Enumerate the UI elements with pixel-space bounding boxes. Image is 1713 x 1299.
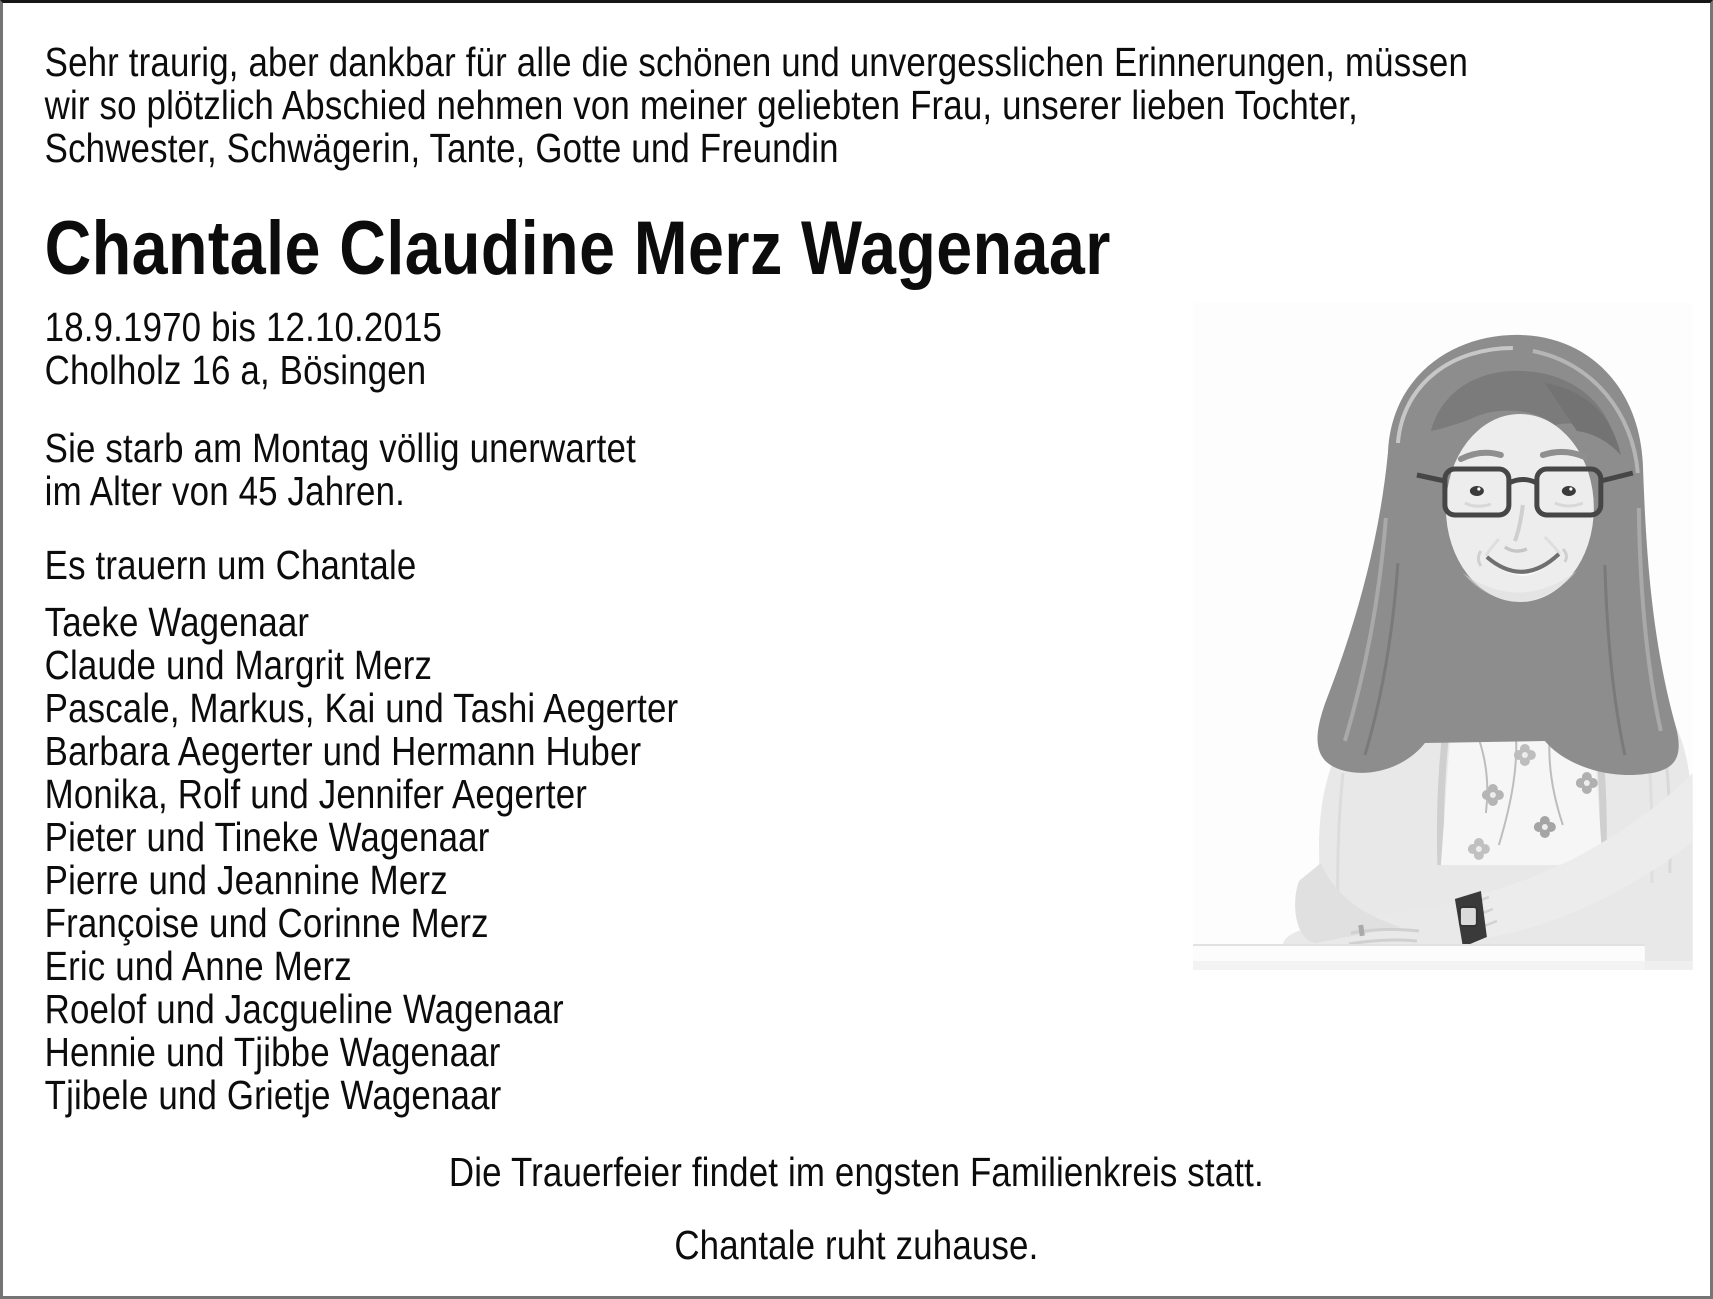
intro-line: wir so plötzlich Abschied nehmen von meiner geliebten Frau, unserer lieben Tochter, — [44, 82, 1358, 128]
death-statement — [45, 427, 636, 513]
mourner: Roelof und Jacgueline Wagenaar — [44, 986, 564, 1032]
funeral-note: Die Trauerfeier findet im engsten Familienkreis statt. — [448, 1149, 1264, 1195]
mourner: Tjibele und Grietje Wagenaar — [44, 1072, 502, 1118]
mourner: Claude und Margrit Merz — [44, 642, 433, 688]
portrait-photo — [1193, 303, 1693, 970]
mourner: Pieter und Tineke Wagenaar — [44, 814, 490, 860]
intro-line: Schwester, Schwägerin, Tante, Gotte und Freundin — [44, 125, 839, 171]
mourners-list — [45, 601, 679, 1117]
closing-note: Chantale ruht zuhause. — [674, 1222, 1039, 1268]
dates-address-block — [45, 306, 442, 392]
deceased-name: Chantale Claudine Merz Wagenaar — [44, 206, 1111, 291]
notice-content — [3, 3, 1710, 1296]
address: Cholholz 16 a, Bösingen — [44, 347, 427, 393]
mourning-heading: Es trauern um Chantale — [44, 542, 417, 588]
intro-line: Sehr traurig, aber dankbar für alle die schönen und unvergesslichen Erinnerungen, müssen — [44, 39, 1469, 85]
death-line: Sie starb am Montag völlig unerwartet — [44, 425, 636, 471]
intro-paragraph — [45, 41, 1468, 170]
mourner: Hennie und Tjibbe Wagenaar — [44, 1029, 501, 1075]
mourner: Pascale, Markus, Kai und Tashi Aegerter — [44, 685, 679, 731]
mourner: Eric und Anne Merz — [44, 943, 352, 989]
death-line: im Alter von 45 Jahren. — [44, 468, 405, 514]
mourner: Françoise und Corinne Merz — [44, 900, 489, 946]
mourner: Monika, Rolf und Jennifer Aegerter — [44, 771, 588, 817]
life-dates: 18.9.1970 bis 12.10.2015 — [44, 304, 443, 350]
portrait-illustration — [1193, 303, 1693, 970]
mourner: Taeke Wagenaar — [44, 599, 310, 645]
mourner: Barbara Aegerter und Hermann Huber — [44, 728, 642, 774]
mourner: Pierre und Jeannine Merz — [44, 857, 448, 903]
